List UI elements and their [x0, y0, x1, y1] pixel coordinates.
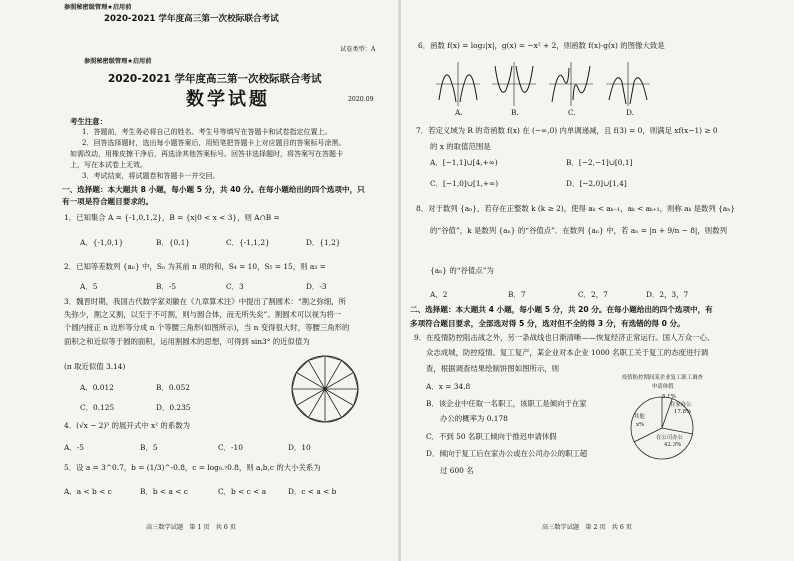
pie-label-home-pct: 17.8% — [674, 409, 692, 415]
q2-option-d: D．-3 — [306, 282, 327, 291]
q5-option-b: B．b < a < c — [140, 487, 188, 496]
q5-option-d: D．c < a < b — [288, 487, 337, 496]
q3-option-d: D．0.235 — [156, 403, 191, 412]
circle-spoke — [296, 373, 325, 390]
q4-option-b: B．5 — [140, 443, 158, 452]
q2-option-b: B．-5 — [156, 282, 177, 291]
q8-option-d: D．2，3，7 — [646, 290, 689, 299]
q8-option-b: B．7 — [508, 290, 526, 299]
exam-title: 2020-2021 学年度高三第一次校际联合考试 — [108, 73, 322, 85]
page-1-footer: 高三数学试题 第 1 页 共 6 页 — [146, 524, 236, 531]
top-title: 2020-2021 学年度高三第一次校际联合考试 — [104, 14, 279, 24]
notice-3: 如需改动，用橡皮擦干净后，再选涂其他答案标号。回答非选择题时，将答案写在答题卡 — [70, 150, 343, 158]
section-1-heading-2: 有一项是符合题目要求的。 — [62, 197, 154, 206]
question-9-line-2: 众志成城，防控疫情、复工复产，某企业对本企业 1000 名职工关于复工的态度进行调 — [426, 348, 709, 357]
pie-label-other: 其他 — [634, 414, 645, 420]
q4-option-a: A．-5 — [64, 443, 84, 452]
question-5: 5．设 a = 3^0.7，b = (1/3)^-0.8，c = log₀.₇0.8，则 a,b,c 的大小关系为 — [64, 463, 321, 472]
q9-option-a: A．x = 34.8 — [426, 382, 471, 391]
question-7-line-1: 7．若定义域为 R 的奇函数 f(x) 在 (−∞,0) 内单调递减，且 f(3) = 0，则满足 xf(x−1) ≥ 0 — [416, 126, 718, 135]
question-3-pi-note: (π 取近似值 3.14) — [64, 362, 126, 371]
circle-spoke — [296, 389, 325, 406]
circle-spoke — [325, 360, 342, 389]
page-fold — [398, 0, 401, 561]
q9-option-d-cont: 过 600 名 — [440, 466, 474, 475]
q6-label-a: A. — [455, 108, 463, 117]
q1-option-c: C．{-1,1,2} — [226, 238, 270, 247]
q2-option-c: C．3 — [226, 282, 244, 291]
q5-option-c: C．b < c < a — [218, 487, 267, 496]
graph-axes — [436, 62, 480, 106]
section-2-heading: 二、选择题：本大题共 4 小题，每小题 5 分，共 20 分。在每小题给出的四个选项中，有 — [410, 305, 713, 314]
top-stamp: 参照秘密级管理★启用前 — [64, 4, 132, 11]
q5-option-a: A．a < b < c — [64, 487, 112, 496]
notice-5: 3．考试结束，将试题卷和答题卡一并交回。 — [82, 172, 220, 180]
section-2-heading-2: 多项符合题目要求，全部选对得 5 分，选对但不全的得 3 分，有选错的得 0 分。 — [410, 319, 685, 328]
q3-option-a: A．0.012 — [80, 383, 114, 392]
question-9-line-1: 9．在疫情防控阻击战之外，另一条战线也日渐清晰——恢复经济正常运行。国人万众一心、 — [414, 333, 715, 342]
q6-label-c: C. — [568, 108, 576, 117]
q9-option-b: B．该企业中任取一名职工，该职工是倾向于在家 — [426, 399, 587, 408]
q6-graph-options — [436, 60, 656, 108]
question-3-line-1: 3．魏晋时期，我国古代数学家刘徽在《九章算术注》中提出了割圆术：“割之弥细，所 — [64, 297, 346, 306]
circle-spoke — [309, 360, 326, 389]
q9-option-b-cont: 办公的概率为 0.178 — [440, 414, 508, 423]
pie-label-office-pct: 42.3% — [664, 442, 682, 448]
exam-type: 试卷类型：A — [340, 46, 376, 53]
circle-spoke — [325, 373, 354, 390]
notice-1: 1．答题前，考生务必将自己的姓名、考生号等填写在答题卡和试卷指定位置上。 — [82, 128, 332, 136]
pie-label-home: 在家办公 — [670, 402, 692, 408]
subject-title: 数学试题 — [186, 89, 270, 110]
pie-label-leave-pct: 5.1% — [662, 394, 676, 400]
q7-option-b: B．[−2,−1]∪[0,1] — [566, 158, 633, 167]
notice-2: 2．回答选择题时，选出每小题答案后，用铅笔把答题卡上对应题目的答案标号涂黑。 — [82, 139, 346, 147]
circle-spoke — [325, 389, 342, 418]
question-3-line-3: 个圆内接正 n 边形等分成 n 个等腰三角形(如图所示)，当 n 变得很大时，等腰三角形的 — [64, 323, 350, 332]
question-7-line-2: 的 x 的取值范围是 — [430, 142, 491, 151]
question-2: 2．已知等差数列 {aₙ} 中，Sₙ 为其前 n 项的和，S₄ = 10，S₅ = 15，则 a₃ = — [64, 262, 326, 271]
q1-option-d: D．{1,2} — [306, 238, 341, 247]
question-8-line-3: {aₙ} 的“谷值点”为 — [430, 266, 494, 275]
q3-option-b: B．0.052 — [156, 383, 190, 392]
q2-option-a: A．5 — [80, 282, 98, 291]
page-2-footer: 高三数学试题 第 2 页 共 6 页 — [542, 524, 632, 531]
q1-option-a: A．{-1,0,1} — [80, 238, 124, 247]
q8-option-a: A．2 — [430, 290, 448, 299]
q6-label-d: D. — [626, 108, 635, 117]
notice-heading: 考生注意： — [70, 117, 107, 126]
pie-title: 疫情防控期间某企业复工职工调查 — [622, 375, 703, 381]
question-4: 4．(√x − 2)⁵ 的展开式中 x² 的系数为 — [64, 421, 190, 430]
q9-option-d: D．倾向于复工后在家办公或在公司办公的职工超 — [426, 449, 588, 458]
question-8-line-1: 8．对于数列 {aₙ}，若存在正整数 k (k ≥ 2)，使得 aₖ < aₖ₋₁，aₖ < aₖ₊₁，则称 aₖ 是数列 {aₙ} — [416, 204, 736, 213]
q6-label-b: B. — [511, 108, 519, 117]
q7-option-a: A．[−1,1]∪[4,+∞) — [430, 158, 498, 167]
question-8-line-2: 的“谷值”，k 是数列 {aₙ} 的“谷值点”．在数列 {aₙ} 中，若 aₙ = |n + 9/n − 8|，则数列 — [430, 226, 727, 235]
pie-label-leave: 申请休假 — [652, 384, 674, 390]
question-6: 6．函数 f(x) = log₂|x|，g(x) = −x² + 2，则函数 f(x)·g(x) 的图像大致是 — [418, 41, 665, 50]
pie-label-other-pct: x% — [636, 422, 645, 428]
q8-option-c: C．2，7 — [578, 290, 608, 299]
pie-label-office: 在公司办公 — [656, 435, 683, 441]
circle-division-figure — [289, 353, 361, 425]
question-3-line-4: 面积之和近似等于圆的面积，运用割圆术的思想，可得到 sin3° 的近似值为 — [64, 337, 310, 346]
question-3-line-2: 失弥少，割之又割，以至于不可割，则与圆合体，而无所失矣”。割圆术可以视为将一 — [64, 310, 342, 319]
q4-option-c: C．-10 — [218, 443, 243, 452]
section-1-heading: 一、选择题：本大题共 8 小题，每小题 5 分，共 40 分。在每小题给出的四个选项中，只 — [62, 185, 365, 194]
question-9-line-3: 查，根据调查结果绘制饼图如图所示，则 — [426, 364, 560, 373]
q4-option-d: D．10 — [288, 443, 311, 452]
circle-spoke — [325, 389, 354, 406]
circle-spoke — [309, 389, 326, 418]
q9-option-c: C．不到 50 名职工倾向于推迟申请休假 — [426, 432, 557, 441]
notice-4: 上，写在本试卷上无效。 — [70, 161, 147, 169]
graph-axes — [606, 62, 650, 106]
q3-option-c: C．0.125 — [80, 403, 115, 412]
q7-option-c: C．[−1,0]∪[1,+∞) — [430, 179, 499, 188]
q1-option-b: B．{0,1} — [156, 238, 190, 247]
question-1: 1．已知集合 A = {-1,0,1,2}，B = {x|0 < x < 3}，则 A∩B = — [64, 213, 280, 222]
exam-date: 2020.09 — [348, 96, 374, 103]
q7-option-d: D．[−2,0]∪[1,4] — [566, 179, 627, 188]
confidential-stamp: 参照秘密级管理★启用前 — [84, 58, 152, 65]
